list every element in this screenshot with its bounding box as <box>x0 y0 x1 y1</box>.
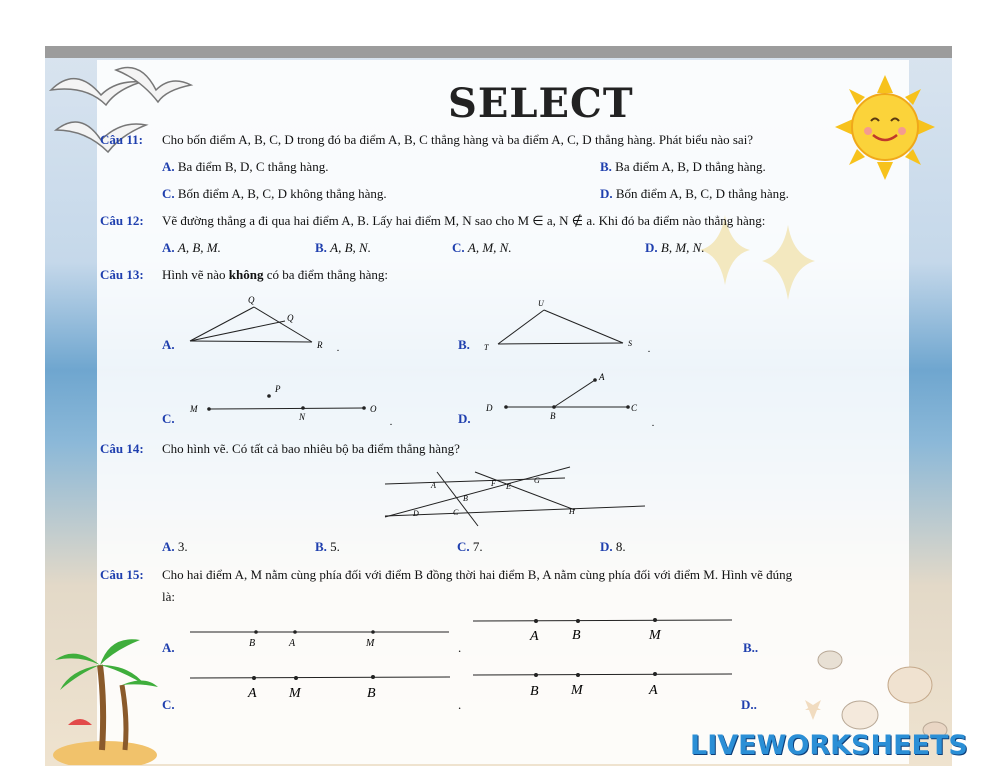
q15-option-b-letter: B.. <box>743 640 759 655</box>
q11-option-b-letter: B. <box>600 159 612 174</box>
q14-option-b[interactable] <box>315 539 340 555</box>
q15-fig-c-label-2: M <box>289 686 301 701</box>
q14-fig-label-h: H <box>569 507 575 516</box>
q11-option-c[interactable] <box>162 186 387 202</box>
q14-fig-label-b: B <box>463 494 468 503</box>
page-title: SELECT <box>448 80 634 127</box>
q14-option-b-text: 5. <box>330 539 340 554</box>
q13-fig-d-label-3: B <box>550 411 556 421</box>
palm-tree-decoration <box>50 625 160 765</box>
sun-icon <box>835 75 935 180</box>
q13-text <box>162 267 388 283</box>
q15-fig-b-label-2: B <box>572 628 581 643</box>
q12-option-b-letter: B. <box>315 240 327 255</box>
q11-option-d[interactable] <box>600 186 789 202</box>
q15-text-line1: Cho hai điểm A, M nằm cùng phía đối với điểm B đồng thời hai điểm B, A nằm cùng phía đối với điểm M. Hình vẽ đúng <box>162 567 793 582</box>
sparkle-stars-decoration <box>700 215 820 310</box>
q13-fig-c-label-2: M <box>190 404 198 414</box>
q15-number: Câu 15: <box>100 567 144 582</box>
q13-figure-a <box>182 293 347 355</box>
q11-option-a-text: Ba điểm B, D, C thẳng hàng. <box>177 159 329 174</box>
liveworksheets-logo: LIVEWORKSHEETS <box>690 730 968 761</box>
q12-option-b-text: A, B, N. <box>330 240 371 255</box>
q15-figure-a <box>185 622 453 650</box>
q14-number: Câu 14: <box>100 441 144 456</box>
svg-text:.: . <box>390 417 393 428</box>
q12-option-a-letter: A. <box>162 240 175 255</box>
q15-fig-d-label-1: B <box>530 684 539 699</box>
q11-number: Câu 11: <box>100 132 143 147</box>
q12-number: Câu 12: <box>100 213 144 228</box>
seagulls-decoration <box>46 60 196 175</box>
q14-option-b-letter: B. <box>315 539 327 554</box>
q13-option-a-letter: A. <box>162 337 175 352</box>
q15-option-c-letter: C. <box>162 697 175 712</box>
q14-fig-label-c: C <box>453 508 459 517</box>
q13-text-pre: Hình vẽ nào <box>162 267 229 282</box>
q15-dot-1: . <box>458 640 462 655</box>
q13-option-c-letter: C. <box>162 411 175 426</box>
q13-option-d-letter: D. <box>458 411 471 426</box>
top-band <box>45 46 952 58</box>
q13-fig-a-label-3: R <box>317 340 323 350</box>
q14-option-d-text: 8. <box>615 539 626 554</box>
q14-option-a[interactable] <box>162 539 188 555</box>
q14-fig-label-e: E <box>506 482 511 491</box>
q12-option-d-letter: D. <box>645 240 658 255</box>
q13-fig-d-label-4: C <box>631 403 638 413</box>
q15-option-a[interactable] <box>162 640 175 656</box>
q11-option-d-letter: D. <box>600 186 613 201</box>
q15-fig-b-label-1: A <box>530 629 539 644</box>
q12-option-d[interactable] <box>645 240 705 256</box>
q15-fig-a-label-3: M <box>366 638 375 649</box>
q11-option-a[interactable] <box>162 159 328 175</box>
q15-fig-b-label-3: M <box>649 628 661 643</box>
q11-option-b[interactable] <box>600 159 766 175</box>
q11-option-b-text: Ba điểm A, B, D thẳng hàng. <box>615 159 766 174</box>
q12-option-c-text: A, M, N. <box>467 240 512 255</box>
q14-option-c-letter: C. <box>457 539 470 554</box>
q13-fig-a-label-2: Q <box>287 313 294 323</box>
svg-text:.: . <box>337 343 340 354</box>
q15-dot-2: . <box>458 697 462 712</box>
q14-option-a-text: 3. <box>177 539 188 554</box>
q11-option-c-text: Bốn điểm A, B, C, D không thẳng hàng. <box>177 186 387 201</box>
q15-figure-c <box>188 668 454 702</box>
q14-option-d[interactable] <box>600 539 626 555</box>
q13-text-bold: không <box>228 267 264 282</box>
q15-fig-c-label-1: A <box>248 686 257 701</box>
q14-fig-label-f: F <box>491 479 496 488</box>
q13-fig-b-label-1: U <box>538 299 544 308</box>
q15-option-d-letter: D.. <box>741 697 757 712</box>
q15-option-b[interactable] <box>743 640 758 656</box>
q13-fig-d-label-1: A <box>599 372 605 382</box>
q13-number: Câu 13: <box>100 267 144 282</box>
q14-fig-label-a: A <box>431 481 436 490</box>
q13-text-post: có ba điểm thẳng hàng: <box>263 267 389 282</box>
q14-option-a-letter: A. <box>162 539 175 554</box>
svg-text:.: . <box>652 418 655 429</box>
q15-figure-b <box>470 610 736 646</box>
q13-option-b-letter: B. <box>458 337 470 352</box>
q14-option-c-text: 7. <box>472 539 483 554</box>
q15-fig-d-label-2: M <box>571 683 583 698</box>
q12-option-c-letter: C. <box>452 240 465 255</box>
q15-fig-a-label-1: B <box>249 638 256 649</box>
q15-fig-a-label-2: A <box>289 638 296 649</box>
q14-text: Cho hình vẽ. Có tất cả bao nhiêu bộ ba điểm thẳng hàng? <box>162 441 460 456</box>
svg-text:.: . <box>648 344 651 355</box>
q12-option-a-text: A, B, M. <box>177 240 221 255</box>
q15-option-d[interactable] <box>741 697 757 713</box>
q11-option-c-letter: C. <box>162 186 175 201</box>
q13-fig-a-label-1: Q <box>248 295 255 305</box>
q11-option-d-text: Bốn điểm A, B, C, D thẳng hàng. <box>615 186 789 201</box>
q13-option-a[interactable] <box>162 337 175 353</box>
q15-text-line2: là: <box>162 589 175 604</box>
q14-figure <box>375 462 655 528</box>
q12-text: Vẽ đường thẳng a đi qua hai điểm A, B. Lấy hai điểm M, N sao cho M ∈ a, N ∉ a. Khi đó ba điểm nào thẳng hàng: <box>162 213 766 228</box>
q14-fig-label-d: D <box>413 509 419 518</box>
q13-option-b[interactable] <box>458 337 470 353</box>
q13-fig-c-label-4: O <box>370 404 377 414</box>
q13-option-d[interactable] <box>458 411 471 427</box>
q13-fig-b-label-2: T <box>484 343 489 352</box>
q13-option-c[interactable] <box>162 411 175 427</box>
q14-option-c[interactable] <box>457 539 483 555</box>
q11-text: Cho bốn điểm A, B, C, D trong đó ba điểm A, B, C thẳng hàng và ba điểm A, C, D thẳng hàng. Phát biểu nào sai? <box>162 132 754 147</box>
q13-fig-c-label-3: N <box>299 412 306 422</box>
q13-fig-d-label-2: D <box>486 403 493 413</box>
q12-option-d-text: B, M, N. <box>660 240 705 255</box>
q15-fig-c-label-3: B <box>367 686 376 701</box>
q13-figure-c <box>182 380 397 430</box>
q13-figure-d <box>478 366 663 430</box>
q12-option-c[interactable] <box>452 240 512 256</box>
q15-option-a-letter: A. <box>162 640 175 655</box>
q13-fig-c-label-1: P <box>275 384 281 394</box>
q13-figure-b <box>478 296 658 356</box>
q12-option-b[interactable] <box>315 240 371 256</box>
q14-fig-label-g: G <box>534 476 540 485</box>
q11-option-a-letter: A. <box>162 159 175 174</box>
q15-fig-d-label-3: A <box>649 683 658 698</box>
q15-figure-d <box>470 665 736 701</box>
q15-option-c[interactable] <box>162 697 175 713</box>
q12-option-a[interactable] <box>162 240 221 256</box>
q14-option-d-letter: D. <box>600 539 613 554</box>
q13-fig-b-label-3: S <box>628 339 632 348</box>
